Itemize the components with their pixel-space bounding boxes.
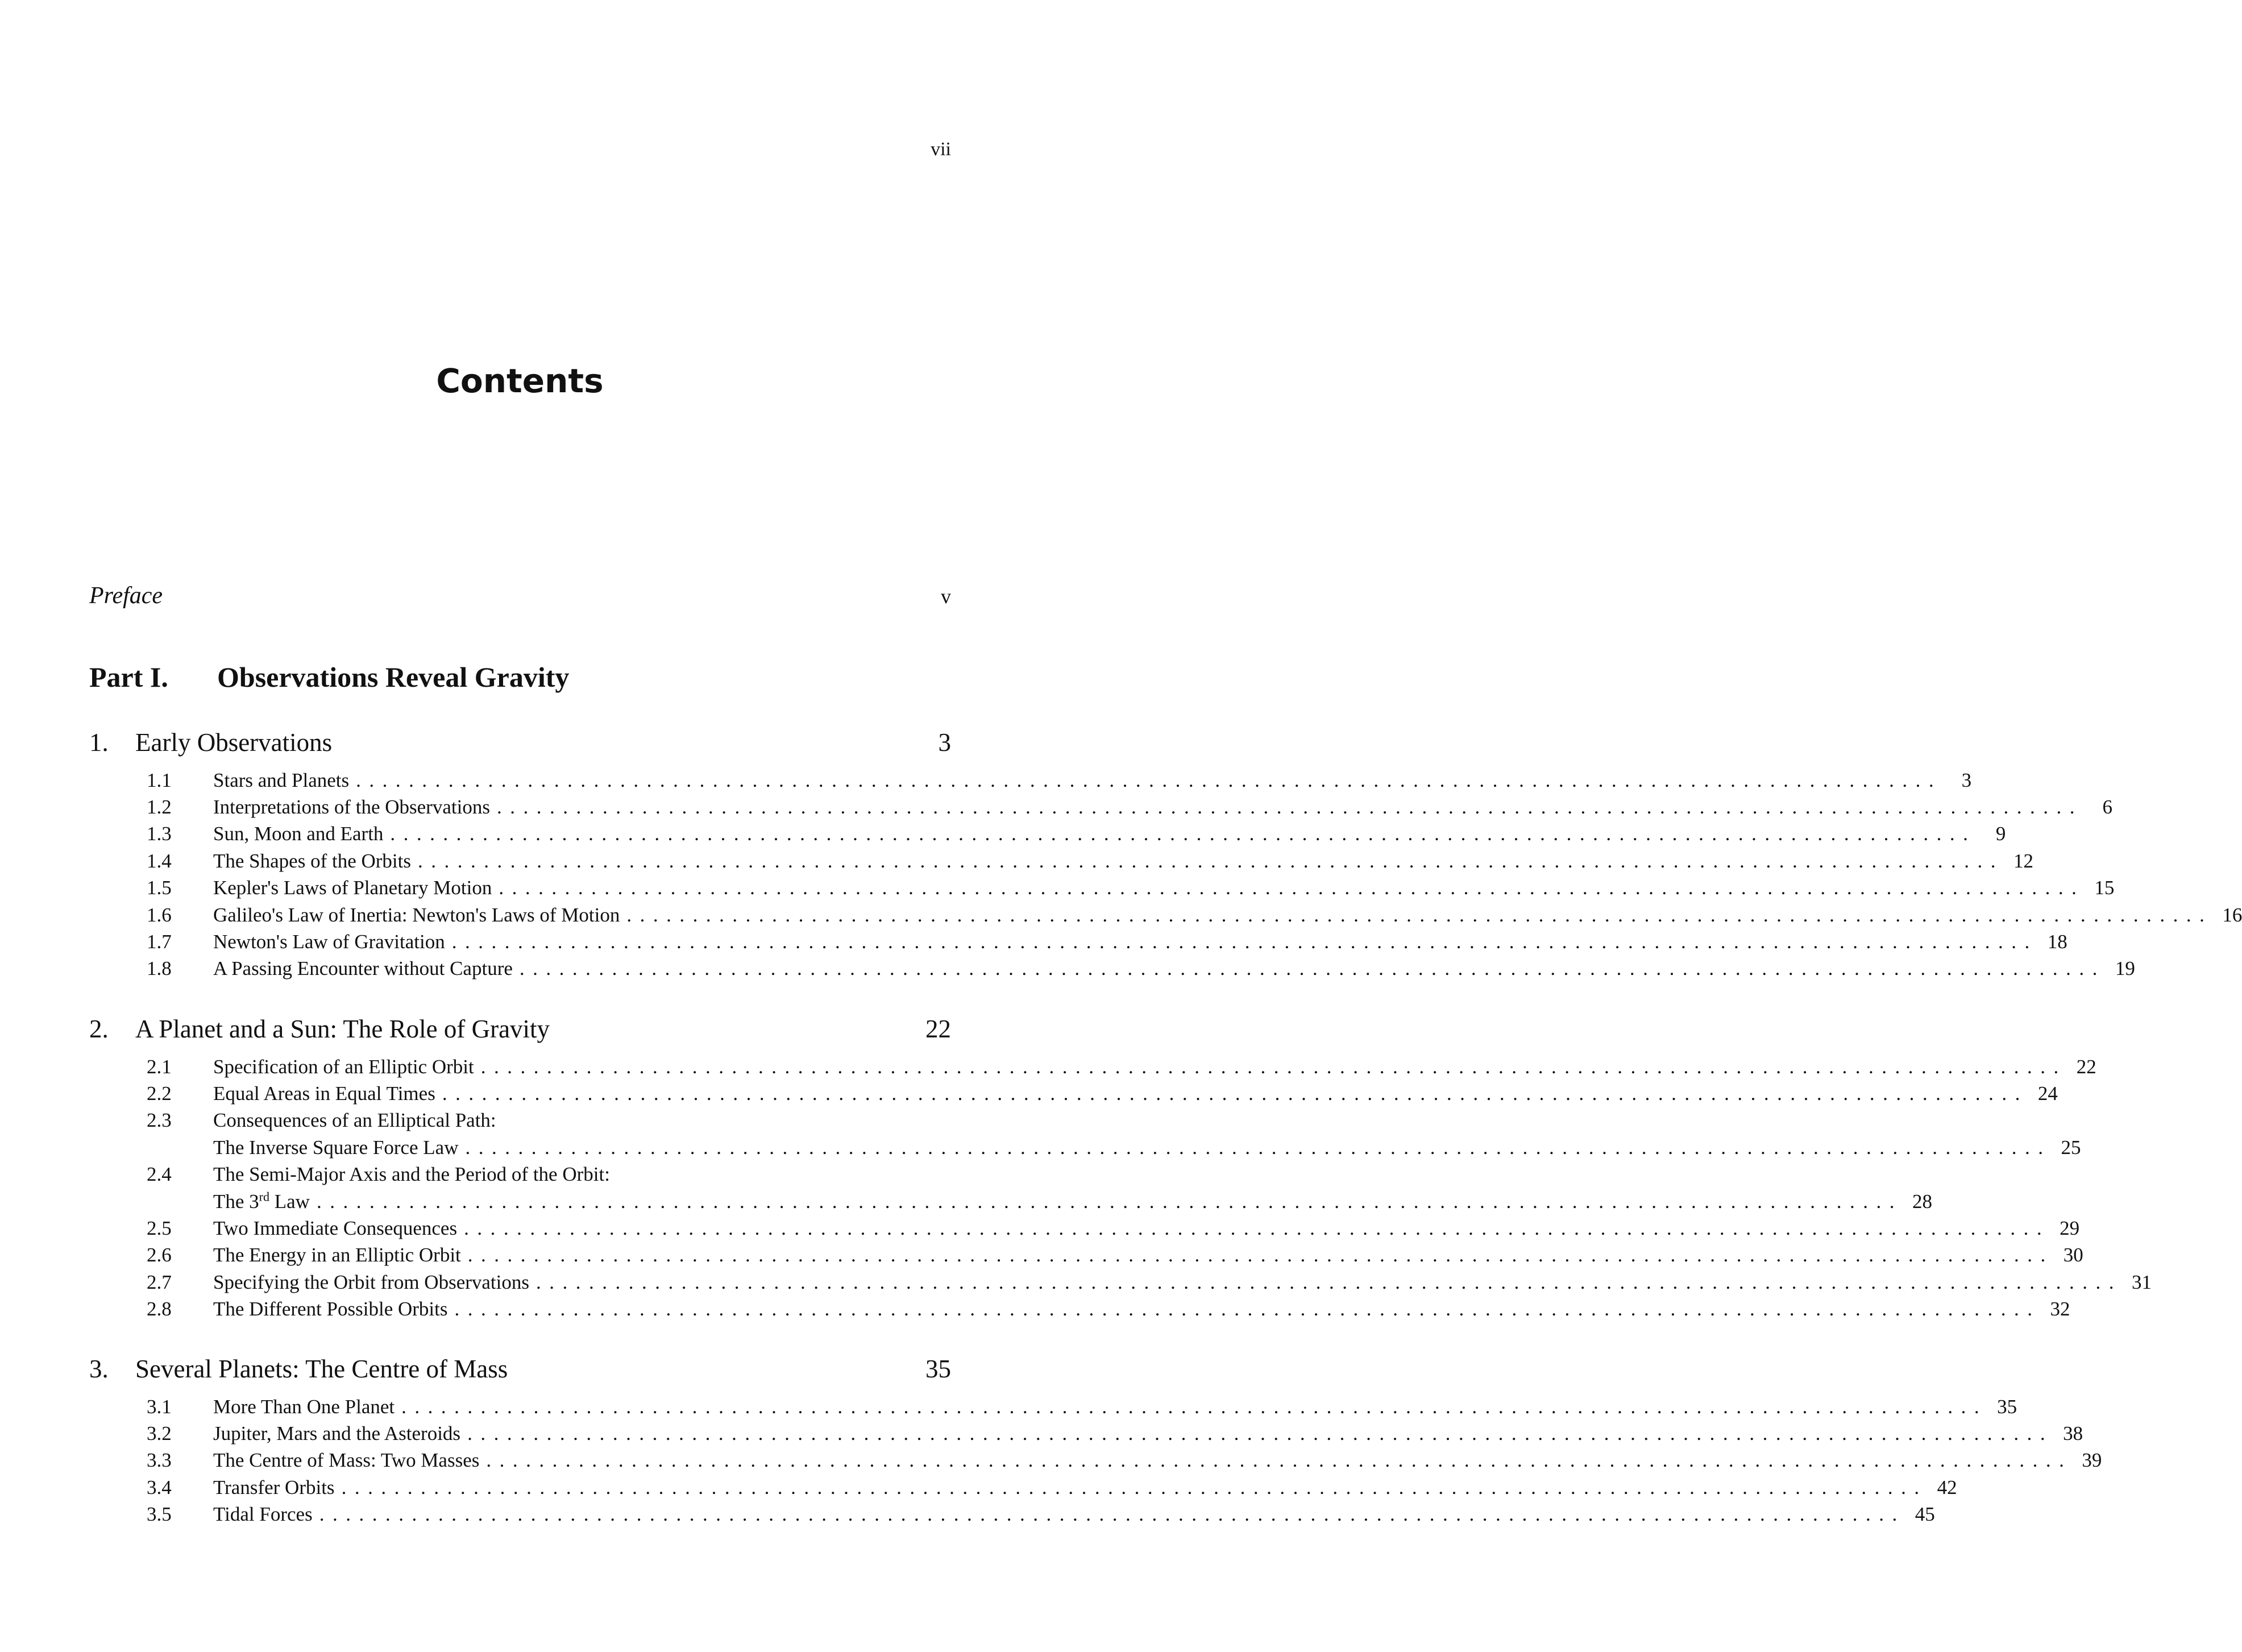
section-title-text: Transfer Orbits (213, 1476, 335, 1499)
dot-leader: ........................................................................................................................ (626, 903, 2213, 926)
section-page: 38 (2063, 1422, 2083, 1445)
section-page: 16 (2222, 903, 2242, 926)
section-page: 9 (1995, 823, 2006, 845)
section-page: 24 (2037, 1082, 2058, 1105)
preface-entry-label[interactable]: Preface (89, 583, 163, 609)
section-title (213, 1393, 395, 1420)
section-entry[interactable] (147, 1420, 2083, 1447)
section-page: 28 (1912, 1190, 1932, 1213)
section-title (213, 1215, 457, 1242)
section-number: 3.1 (147, 1395, 172, 1418)
page-number: vii (931, 139, 951, 160)
section-title-text: Tidal Forces (213, 1503, 313, 1526)
dot-leader: ........................................................................................................................ (356, 769, 1942, 791)
chapter-page: 35 (925, 1355, 951, 1383)
section-title-rest: Law (269, 1190, 310, 1213)
dot-leader: ........................................................................................................................ (499, 877, 2085, 899)
dot-leader: ........................................................................................................................ (536, 1271, 2123, 1293)
section-number: 1.5 (147, 877, 172, 899)
section-title-text: A Passing Encounter without Capture (213, 957, 513, 980)
section-number: 2.1 (147, 1055, 172, 1078)
section-number: 1.6 (147, 903, 172, 926)
section-entry[interactable] (147, 1053, 2096, 1080)
section-title (213, 1242, 461, 1268)
dot-leader: ........................................................................................................................ (465, 1136, 2052, 1159)
dot-leader: ........................................................................................................................ (467, 1422, 2054, 1445)
section-entry-line1[interactable] (147, 1107, 951, 1134)
section-entry[interactable] (147, 1501, 1935, 1528)
section-entry[interactable] (147, 928, 2067, 955)
section-entry[interactable] (147, 1393, 2017, 1420)
chapter-heading[interactable] (89, 1352, 951, 1386)
section-number: 1.7 (147, 930, 172, 953)
part-heading (89, 661, 569, 694)
section-page: 29 (2060, 1217, 2080, 1239)
dot-leader: ........................................................................................................................ (454, 1298, 2041, 1321)
section-title (213, 1501, 313, 1528)
section-entry[interactable] (147, 1134, 2081, 1161)
section-number: 3.5 (147, 1503, 172, 1526)
section-number: 2.2 (147, 1082, 172, 1105)
dot-leader: ........................................................................................................................ (496, 795, 2083, 818)
section-title-text: Galileo's Law of Inertia: Newton's Laws of Motion (213, 903, 620, 926)
section-entry[interactable] (147, 874, 2115, 901)
section-title-text: Sun, Moon and Earth (213, 823, 384, 845)
section-title (213, 1080, 435, 1107)
section-number: 3.2 (147, 1422, 172, 1445)
section-page: 32 (2050, 1298, 2070, 1321)
section-page: 31 (2132, 1271, 2152, 1293)
section-page: 45 (1915, 1503, 1935, 1526)
section-number: 2.3 (147, 1109, 172, 1132)
section-entry[interactable] (147, 794, 2112, 820)
dot-leader: ........................................................................................................................ (486, 1449, 2073, 1472)
section-title (213, 767, 349, 794)
section-number: 2.8 (147, 1298, 172, 1321)
section-number: 1.1 (147, 769, 172, 791)
dot-leader: ........................................................................................................................ (341, 1476, 1928, 1499)
section-title (213, 1053, 474, 1080)
section-entry[interactable] (147, 848, 2033, 874)
page-title: Contents (436, 362, 604, 400)
section-number: 3.4 (147, 1476, 172, 1499)
section-entry[interactable] (147, 1215, 2080, 1242)
section-title (213, 820, 383, 847)
section-number (147, 1134, 213, 1161)
dot-leader: ........................................................................................................................ (467, 1244, 2054, 1267)
section-number: 2.7 (147, 1271, 172, 1293)
dot-leader: ........................................................................................................................ (464, 1217, 2050, 1239)
section-title-text: Specification of an Elliptic Orbit (213, 1055, 474, 1078)
section-page: 19 (2115, 957, 2135, 980)
section-number: 2.4 (147, 1163, 172, 1186)
section-entry[interactable] (147, 902, 2242, 928)
section-title-text: Interpretations of the Observations (213, 795, 490, 818)
section-number: 1.4 (147, 849, 172, 872)
section-title-text: Kepler's Laws of Planetary Motion (213, 877, 492, 899)
chapter-number: 3. (89, 1355, 109, 1383)
section-title (213, 1447, 479, 1473)
section-page: 30 (2063, 1244, 2083, 1267)
dot-leader: ........................................................................................................................ (480, 1055, 2067, 1078)
section-title (213, 902, 620, 928)
chapter-heading[interactable] (89, 1012, 951, 1046)
section-title: The Semi-Major Axis and the Period of the Orbit: (213, 1163, 610, 1186)
dot-leader: ........................................................................................................................ (442, 1082, 2028, 1105)
section-title-text: More Than One Planet (213, 1395, 395, 1418)
section-title (213, 1134, 458, 1161)
section-number: 1.2 (147, 795, 172, 818)
section-title (213, 1188, 310, 1215)
section-entry[interactable] (147, 1188, 1932, 1215)
preface-entry-page: v (941, 585, 951, 608)
section-title: Consequences of an Elliptical Path: (213, 1109, 496, 1132)
section-entry[interactable] (147, 820, 2006, 847)
section-number: 3.3 (147, 1449, 172, 1472)
section-title (213, 1296, 447, 1322)
dot-leader: ........................................................................................................................ (390, 823, 1977, 845)
section-title (213, 1420, 460, 1447)
section-page: 3 (1961, 769, 1972, 791)
dot-leader: ........................................................................................................................ (319, 1503, 1905, 1526)
section-title (213, 874, 492, 901)
section-title-text: Specifying the Orbit from Observations (213, 1271, 530, 1293)
chapter-title: Early Observations (135, 728, 333, 757)
section-entry[interactable] (147, 1296, 2070, 1322)
section-page: 6 (2102, 795, 2112, 818)
section-title-text: The Energy in an Elliptic Orbit (213, 1244, 461, 1267)
chapter-page: 3 (938, 728, 951, 757)
section-title-text: The Shapes of the Orbits (213, 849, 411, 872)
section-title (213, 928, 445, 955)
section-title (213, 794, 490, 820)
section-page: 22 (2076, 1055, 2096, 1078)
section-title-text: The Different Possible Orbits (213, 1298, 448, 1321)
section-page: 39 (2082, 1449, 2102, 1472)
section-title-text: Newton's Law of Gravitation (213, 930, 445, 953)
dot-leader: ........................................................................................................................ (519, 957, 2106, 980)
chapter-title: Several Planets: The Centre of Mass (135, 1355, 508, 1383)
section-entry[interactable] (147, 1269, 2152, 1296)
chapter-title: A Planet and a Sun: The Role of Gravity (135, 1015, 550, 1043)
section-number (147, 1188, 213, 1215)
section-page: 25 (2061, 1136, 2081, 1159)
section-title-text: Equal Areas in Equal Times (213, 1082, 435, 1105)
dot-leader: ........................................................................................................................ (401, 1395, 1988, 1418)
section-page: 42 (1937, 1476, 1957, 1499)
superscript: rd (259, 1189, 269, 1203)
part-number: Part I. (89, 661, 168, 693)
section-page: 12 (2013, 849, 2033, 872)
section-title-text: The 3 (213, 1190, 259, 1213)
dot-leader: ........................................................................................................................ (316, 1190, 1903, 1213)
section-entry[interactable] (147, 767, 1972, 794)
section-entry[interactable] (147, 1447, 2102, 1473)
section-entry[interactable] (147, 955, 2135, 982)
section-page: 15 (2094, 877, 2115, 899)
section-page: 35 (1997, 1395, 2017, 1418)
chapter-heading[interactable] (89, 725, 951, 759)
section-title-text: The Centre of Mass: Two Masses (213, 1449, 480, 1472)
section-number: 2.6 (147, 1244, 172, 1267)
section-entry-line1[interactable] (147, 1161, 951, 1188)
section-entry[interactable] (147, 1474, 1957, 1501)
section-number: 1.8 (147, 957, 172, 980)
section-title (213, 1474, 335, 1501)
section-title-text: Two Immediate Consequences (213, 1217, 458, 1239)
chapter-page: 22 (925, 1015, 951, 1043)
dot-leader: ........................................................................................................................ (417, 849, 2004, 872)
section-entry[interactable] (147, 1242, 2083, 1268)
section-entry[interactable] (147, 1080, 2058, 1107)
section-page: 18 (2047, 930, 2067, 953)
dot-leader: ........................................................................................................................ (451, 930, 2038, 953)
chapter-number: 2. (89, 1015, 109, 1043)
section-title (213, 955, 513, 982)
section-title-text: The Inverse Square Force Law (213, 1136, 459, 1159)
section-number: 2.5 (147, 1217, 172, 1239)
section-title-text: Stars and Planets (213, 769, 350, 791)
section-title (213, 1269, 529, 1296)
chapter-number: 1. (89, 728, 109, 757)
section-title (213, 848, 411, 874)
section-title-text: Jupiter, Mars and the Asteroids (213, 1422, 461, 1445)
part-title: Observations Reveal Gravity (217, 661, 570, 693)
section-number: 1.3 (147, 823, 172, 845)
